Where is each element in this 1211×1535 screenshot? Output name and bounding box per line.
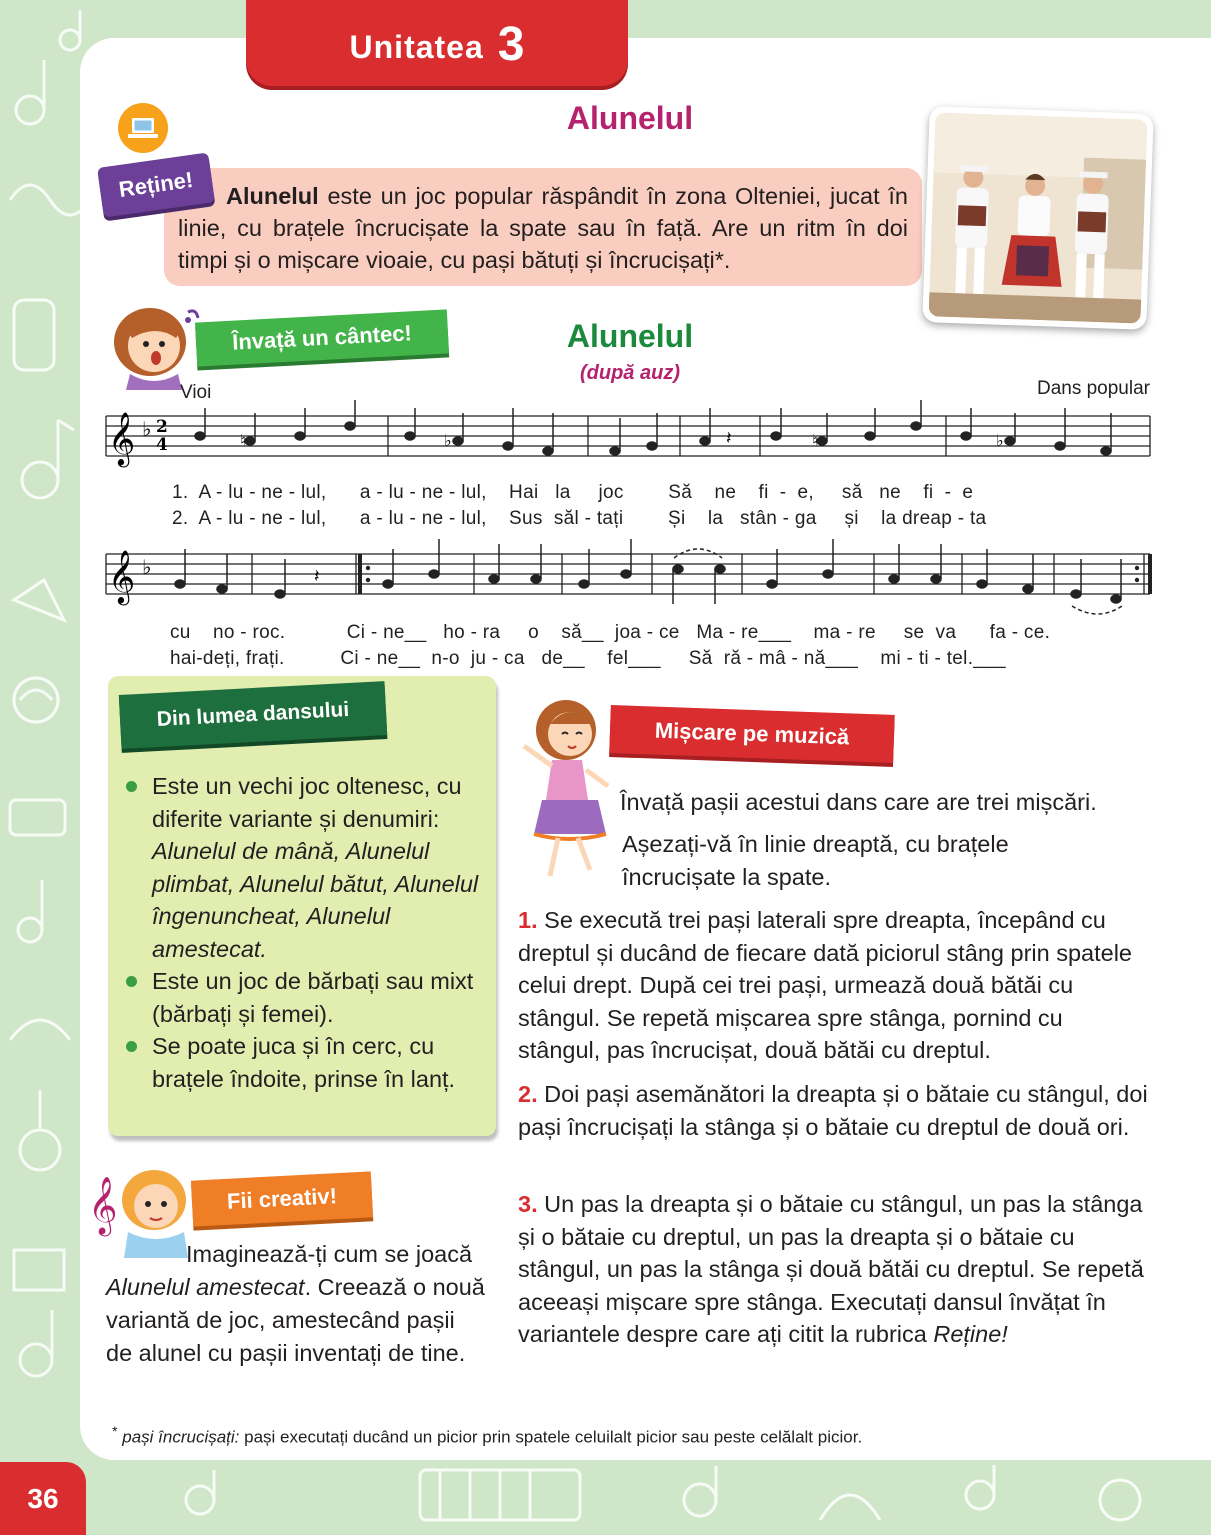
footnote-text: pași executați ducând un picior prin spatele celuilalt picior sau peste celălalt picior. (239, 1427, 863, 1447)
creative-text-part: . Creează o nouă variantă de joc, amestecând pașii de alunel cu pașii inventați de tine. (106, 1274, 485, 1366)
step-text: Un pas la dreapta și o bătaie cu stângul, un pas la stânga și o bătaie cu dreptul, un pas la dreapta și o bătaie cu stângul, un pas la stânga și două bătăi cu dreptul. Se repetă aceeași mișcare spre stânga. Executați dansul învățat în variantele despre care ați citit la rubrica (518, 1191, 1144, 1347)
list-item: Se poate juca și în cerc, cu brațele îndoite, prinse în lanț. (124, 1030, 484, 1095)
svg-text:♭: ♭ (142, 417, 152, 441)
laptop-icon[interactable] (118, 103, 168, 153)
svg-text:𝄞: 𝄞 (108, 411, 136, 465)
retine-bold-word: Alunelul (226, 183, 319, 209)
style-marking: Dans popular (1036, 378, 1150, 399)
list-item-italic: Alunelul de mână, Alunelul plimbat, Alunelul bătut, Alunelul îngenuncheat, Alunelul amestecat. (152, 838, 479, 962)
song-tag: Învață un cântec! (195, 309, 449, 366)
step-number: 2. (518, 1081, 538, 1107)
tempo-marking: Vioi (180, 382, 212, 403)
movement-intro-1: Învață pașii acestui dans care are trei mișcări. (620, 789, 1097, 815)
svg-text:♭: ♭ (444, 431, 452, 450)
creative-tag: Fii creativ! (191, 1171, 373, 1226)
movement-tag: Mișcare pe muzică (609, 705, 895, 763)
list-item (124, 770, 484, 965)
dance-world-list (124, 770, 484, 1095)
svg-text:𝄞: 𝄞 (88, 1176, 118, 1234)
retine-body: este un joc popular răspândit în zona Olteniei, jucat în linie, cu brațele încrucișate la spate sau în față. Are un ritm în doi timpi și o mișcare vioaie, cu pași bătuți și încrucișați*. (178, 183, 908, 273)
svg-text:♮: ♮ (812, 431, 818, 450)
list-item: Este un joc de bărbați sau mixt (bărbați și femei). (124, 965, 484, 1030)
svg-text:4: 4 (156, 435, 168, 455)
singing-girl-illustration (100, 292, 210, 392)
step-number: 1. (518, 907, 538, 933)
page-number: 36 (0, 1462, 86, 1535)
svg-text:𝄽: 𝄽 (314, 566, 320, 587)
step-text: Se execută trei pași laterali spre dreapta, începând cu dreptul și ducând de fiecare dată piciorul stâng prin spatele celui drept. După cei trei pași, urmează două bătăi cu stângul. Se repetă mișcarea spre stânga, pornind cu stângul, pas încrucișat, două bătăi cu dreptul. (518, 907, 1132, 1063)
footnote-term: pași încrucișați: (122, 1427, 240, 1447)
footnote (112, 1424, 862, 1448)
lyrics-line-2-verse-1: cu no - roc. Ci - ne__ ho - ra o să__ joa - ce Ma - re___ ma - re se va fa - ce. (170, 622, 1051, 643)
movement-step-2 (518, 1078, 1158, 1143)
lyrics-line-1-verse-2: 2. A - lu - ne - lul, a - lu - ne - lul, Sus săl - tați Și la stân - ga și la dreap - ta (172, 508, 987, 529)
dance-photo (922, 106, 1153, 330)
movement-intro-2: Așezați-vă în linie dreaptă, cu brațele încrucișate la spate. (622, 831, 1009, 890)
retine-text (178, 180, 908, 276)
svg-text:𝄞: 𝄞 (108, 549, 136, 603)
svg-text:2: 2 (156, 417, 168, 437)
lyrics-line-2-verse-2: hai-deți, frați. Ci - ne__ n-o ju - ca de__ fel___ Să ră - mâ - nă___ mi - ti - tel.___ (170, 648, 1006, 669)
lesson-title: Alunelul (566, 100, 694, 136)
step-italic: Reține! (933, 1321, 1008, 1347)
svg-text:♭: ♭ (996, 431, 1004, 450)
list-item-text: Este un vechi joc oltenesc, cu diferite variante și denumiri: (152, 773, 462, 832)
lyrics-line-1-verse-1: 1. A - lu - ne - lul, a - lu - ne - lul, Hai la joc Să ne fi - e, să ne fi - e (172, 482, 974, 503)
unit-number: 3 (497, 17, 525, 71)
unit-label: Unitatea (349, 28, 484, 65)
svg-text:♮: ♮ (240, 431, 246, 450)
svg-text:♭: ♭ (142, 555, 152, 579)
creative-text (106, 1238, 486, 1370)
unit-header-tab (246, 0, 628, 86)
song-subtitle: (după auz) (580, 362, 680, 384)
movement-step-3 (518, 1188, 1158, 1351)
svg-text:𝄽: 𝄽 (726, 428, 732, 449)
retine-tag: Reține! (97, 152, 215, 217)
footnote-star: * (112, 1424, 118, 1440)
step-number: 3. (518, 1191, 538, 1217)
creative-text-italic: Alunelul amestecat (106, 1274, 305, 1300)
movement-step-1 (518, 904, 1148, 1067)
step-text: Doi pași asemănători la dreapta și o bătaie cu stângul, doi pași încrucișați la stânga și o bătaie cu dreptul de două ori. (518, 1081, 1148, 1140)
song-title: Alunelul (566, 318, 694, 354)
dancing-girl-illustration (516, 690, 616, 890)
creative-text-part: Imaginează-ți cum se joacă (186, 1241, 473, 1267)
dance-world-tag: Din lumea dansului (119, 681, 387, 749)
